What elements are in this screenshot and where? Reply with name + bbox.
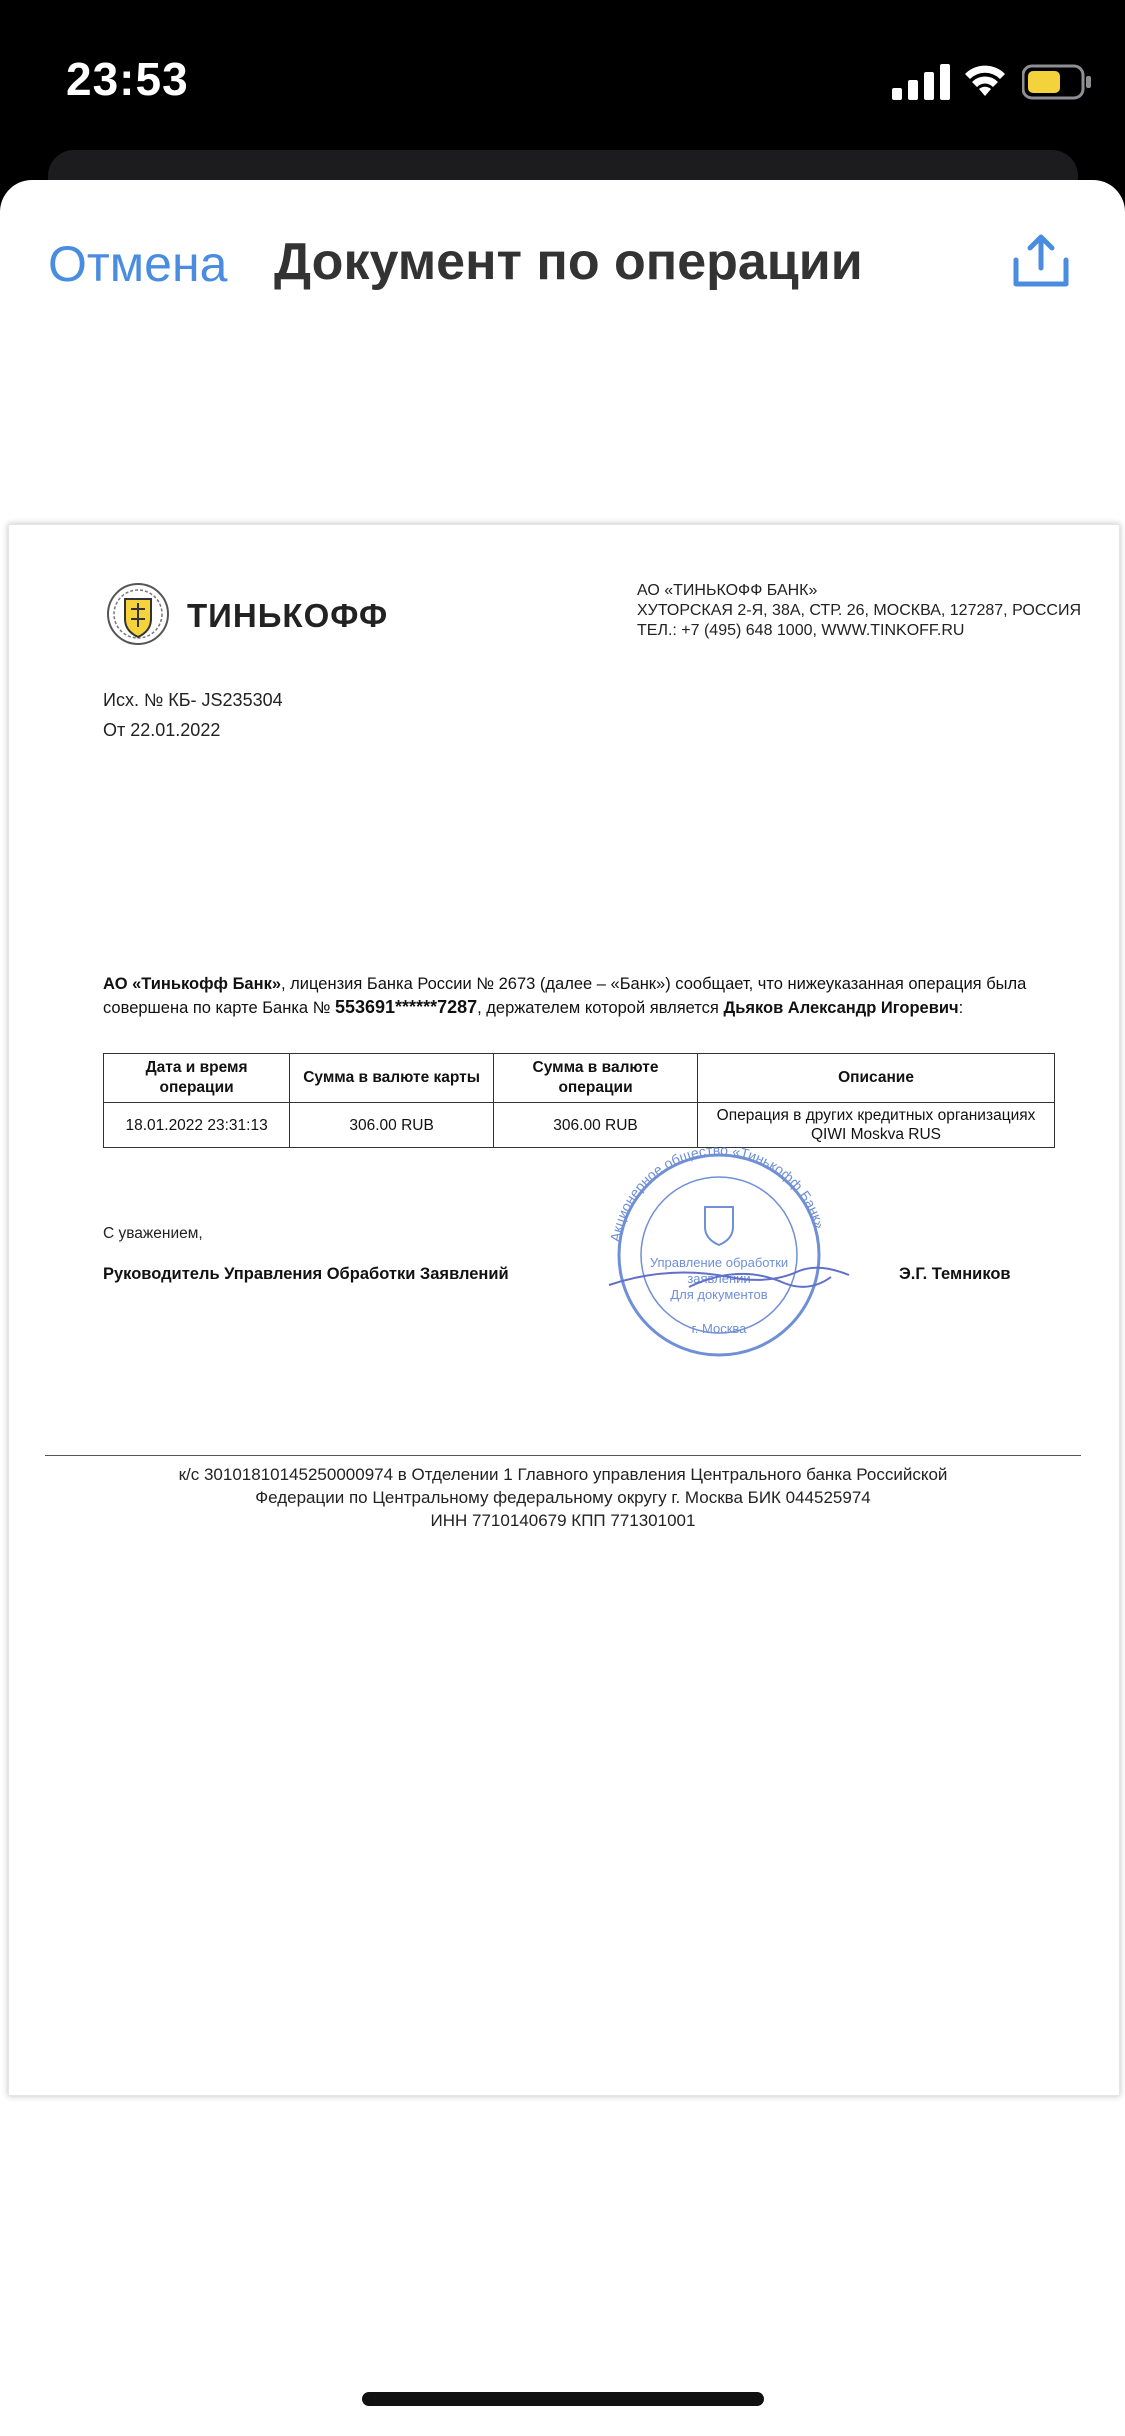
footer-line-2: Федерации по Центральному федеральному округу г. Москва БИК 044525974 [255, 1488, 871, 1507]
cell-operation-amount: 306.00 RUB [494, 1103, 698, 1148]
document-sheet [0, 180, 1125, 2436]
statement-paragraph [103, 973, 1063, 1020]
cell-card-amount: 306.00 RUB [290, 1103, 494, 1148]
wifi-icon [962, 60, 1008, 100]
tinkoff-logo [103, 581, 403, 651]
document-page [8, 524, 1120, 2096]
column-header-card-amount: Сумма в валюте карты [290, 1054, 494, 1103]
stamp-center-line: заявлений [687, 1271, 751, 1286]
statement-end: : [958, 999, 964, 1017]
stamp-center-line: Для документов [670, 1287, 768, 1302]
bank-info-line: АО «ТИНЬКОФФ БАНК» [637, 582, 818, 599]
bank-name: АО «Тинькофф Банк» [103, 975, 282, 993]
footer-line-1: к/с 30101810145250000974 в Отделении 1 Главного управления Центрального банка Российской [178, 1465, 948, 1484]
cellular-signal-icon [892, 64, 954, 100]
cell-datetime: 18.01.2022 23:31:13 [104, 1103, 290, 1148]
signer-title: Руководитель Управления Обработки Заявлений [103, 1265, 509, 1283]
operations-table [103, 1053, 1055, 1148]
reference-date: От 22.01.2022 [103, 720, 221, 740]
column-header-datetime: Дата и время операции [104, 1054, 290, 1103]
card-number: 553691******7287 [334, 997, 478, 1017]
footer-line-3: ИНН 7710140679 КПП 771301001 [430, 1511, 696, 1530]
battery-icon [1022, 64, 1092, 100]
stamp-center-line: Управление обработки [649, 1255, 789, 1270]
stamp-ring-text: Акционерное общество «Тинькофф Банк» [606, 1141, 829, 1243]
card-holder: Дьяков Александр Игоревич [723, 999, 959, 1017]
document-footer [45, 1463, 1081, 1532]
table-header-row [104, 1054, 1055, 1103]
statement-text: , держателем которой является [477, 999, 724, 1017]
status-bar [0, 0, 1125, 160]
bank-info-line: ТЕЛ.: +7 (495) 648 1000, WWW.TINKOFF.RU [637, 622, 965, 639]
reference-number: Исх. № КБ- JS235304 [103, 690, 283, 710]
regards-text: С уважением, [103, 1225, 203, 1242]
bank-stamp [569, 1135, 879, 1375]
column-header-operation-amount: Сумма в валюте операции [494, 1054, 698, 1103]
page-title: Документ по операции [274, 233, 863, 291]
svg-text:Акционерное общество «Тинькофф [607, 1142, 828, 1243]
share-icon[interactable] [1010, 234, 1072, 290]
tinkoff-emblem-icon [103, 581, 173, 647]
statement-text: , лицензия Банка России № 2673 (далее – «Банк») сообщает, что нижеуказанная операция была совершена по карте Банка № [103, 975, 1027, 1017]
footer-divider [45, 1455, 1081, 1456]
home-indicator[interactable] [362, 2392, 764, 2406]
bank-address-block [637, 581, 1081, 641]
signer-name: Э.Г. Темников [899, 1265, 1011, 1283]
bank-info-line: ХУТОРСКАЯ 2-Я, 38А, СТР. 26, МОСКВА, 127287, РОССИЯ [637, 602, 1081, 619]
status-time: 23:53 [66, 53, 189, 105]
logo-text: ТИНЬКОФФ [187, 597, 389, 634]
stamp-city: г. Москва [691, 1321, 747, 1336]
cancel-button[interactable]: Отмена [48, 236, 228, 292]
cell-description: Операция в других кредитных организациях QIWI Moskva RUS [698, 1103, 1055, 1148]
column-header-description: Описание [698, 1054, 1055, 1103]
reference-block [103, 685, 283, 745]
